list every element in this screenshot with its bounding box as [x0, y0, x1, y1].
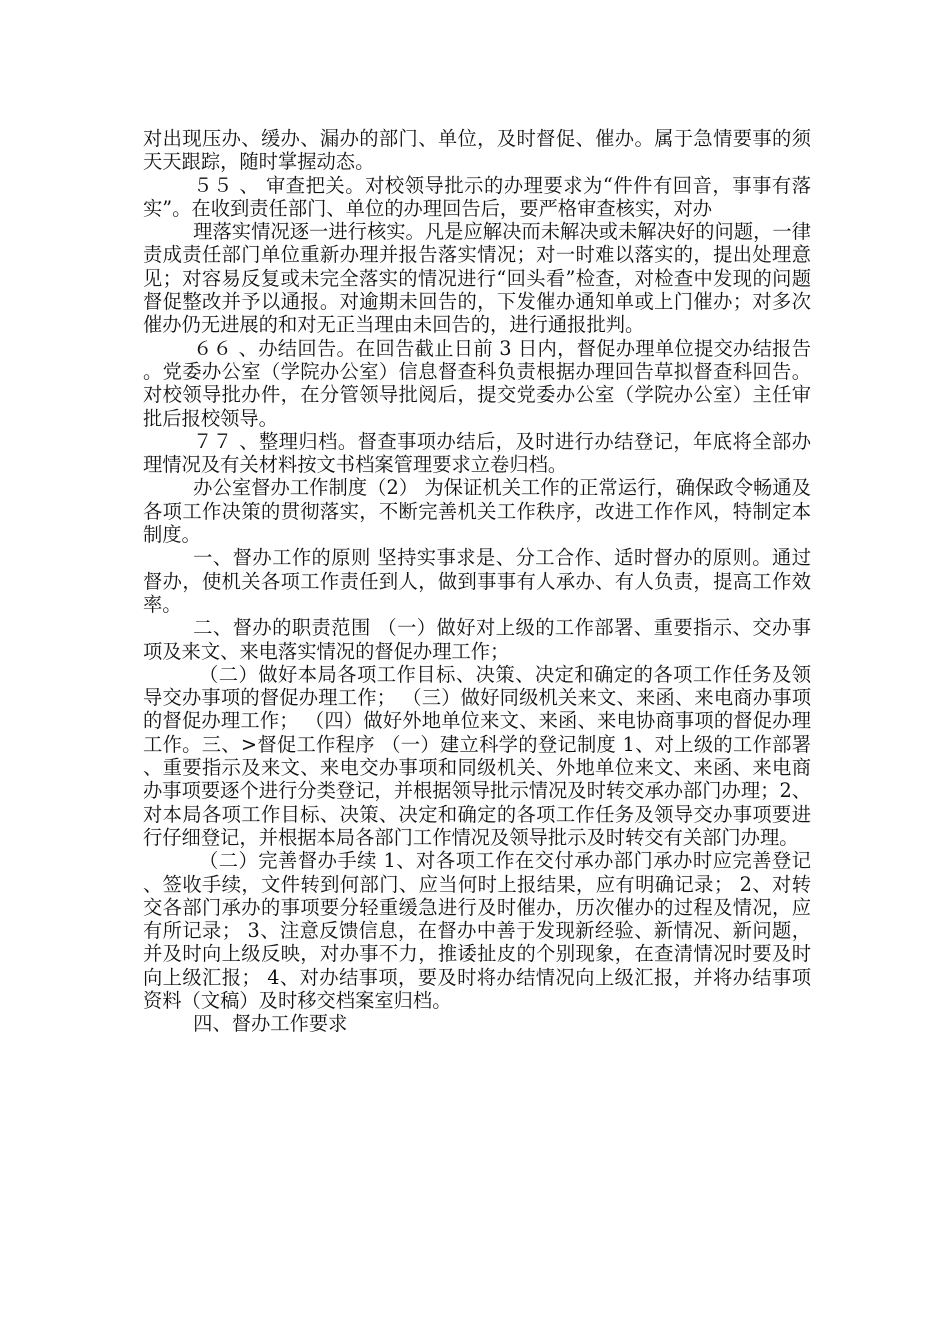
- section-heading-requirements: 四、督办工作要求: [193, 1012, 348, 1036]
- paragraph-review-check: ５５ 、 审查把关。对校领导批示的办理要求为“件件有回音，事事有落实”。在收到责任部门、单位的办理回告后，要严格审查核实，对办: [143, 173, 811, 220]
- paragraph-scope: 二、督办的职责范围 （一）做好对上级的工作部署、重要指示、交办事项及来文、来电落实情况的督促办理工作；: [143, 616, 811, 663]
- paragraph-verify-implementation: 理落实情况逐一进行核实。凡是应解决而未解决或未解决好的问题，一律责成责任部门单位重新办理并报告落实情况；对一时难以落实的，提出处理意见；对容易反复或未完全落实的情况进行“回头看”检查，对检查中发现的问题督促整改并予以通报。对逾期未回告的，下发催办通知单或上门催办；对多次催办仍无进展的和对无正当理由未回告的，进行通报批判。: [143, 220, 811, 337]
- paragraph-scope-procedures: （二）做好本局各项工作目标、决策、决定和确定的各项工作任务及领导交办事项的督促办理工作； （三）做好同级机关来文、来函、来电商办事项的督促办理工作； （四）做好外地单位来文、来函、来电协商事项的督促办理工作。三、>督促工作程序 （一）建立科学的登记制度 1、对上级的工作部署、重要指示及来文、来电交办事项和同级机关、外地单位来文、来函、来电商办事项要逐个进行分类登记，并根据领导批示情况及时转交承办部门办理；2、对本局各项工作目标、决策、决定和确定的各项工作任务及领导交办事项要进行仔细登记，并根据本局各部门工作情况及领导批示及时转交有关部门办理。: [143, 662, 811, 849]
- paragraph-continuation: 对出现压办、缓办、漏办的部门、单位，及时督促、催办。属于急情要事的须天天跟踪，随时掌握动态。: [143, 127, 811, 174]
- paragraph-principles: 一、督办工作的原则 坚持实事求是、分工合作、适时督办的原则。通过督办，使机关各项工作责任到人，做到事事有人承办、有人负责，提高工作效率。: [143, 546, 811, 616]
- paragraph-procedures-detail: （二）完善督办手续 1、对各项工作在交付承办部门承办时应完善登记、签收手续，文件转到何部门、应当何时上报结果，应有明确记录； 2、对转交各部门承办的事项要分轻重缓急进行及时催办，历次催办的过程及情况，应有所记录； 3、注意反馈信息，在督办中善于发现新经验、新情况、新问题，并及时向上级反映，对办事不力，推诿扯皮的个别现象，在查清情况时要及时向上级汇报； 4、对办结事项，要及时将办结情况向上级汇报，并将办结事项资料（文稿）及时移交档案室归档。: [143, 849, 811, 1012]
- paragraph-completion-report: ６６ 、办结回告。在回告截止日前 3 日内，督促办理单位提交办结报告。党委办公室（学院办公室）信息督查科负责根据办理回告草拟督查科回告。对校领导批办件，在分管领导批阅后，提交党委办公室（学院办公室）主任审批后报校领导。: [143, 336, 811, 430]
- paragraph-system-intro: 办公室督办工作制度（2） 为保证机关工作的正常运行，确保政令畅通及各项工作决策的贯彻落实，不断完善机关工作秩序，改进工作作风，特制定本制度。: [143, 476, 811, 547]
- paragraph-archiving: ７７ 、整理归档。督查事项办结后，及时进行办结登记，年底将全部办理情况及有关材料按文书档案管理要求立卷归档。: [143, 429, 811, 477]
- document-body: [143, 127, 811, 1036]
